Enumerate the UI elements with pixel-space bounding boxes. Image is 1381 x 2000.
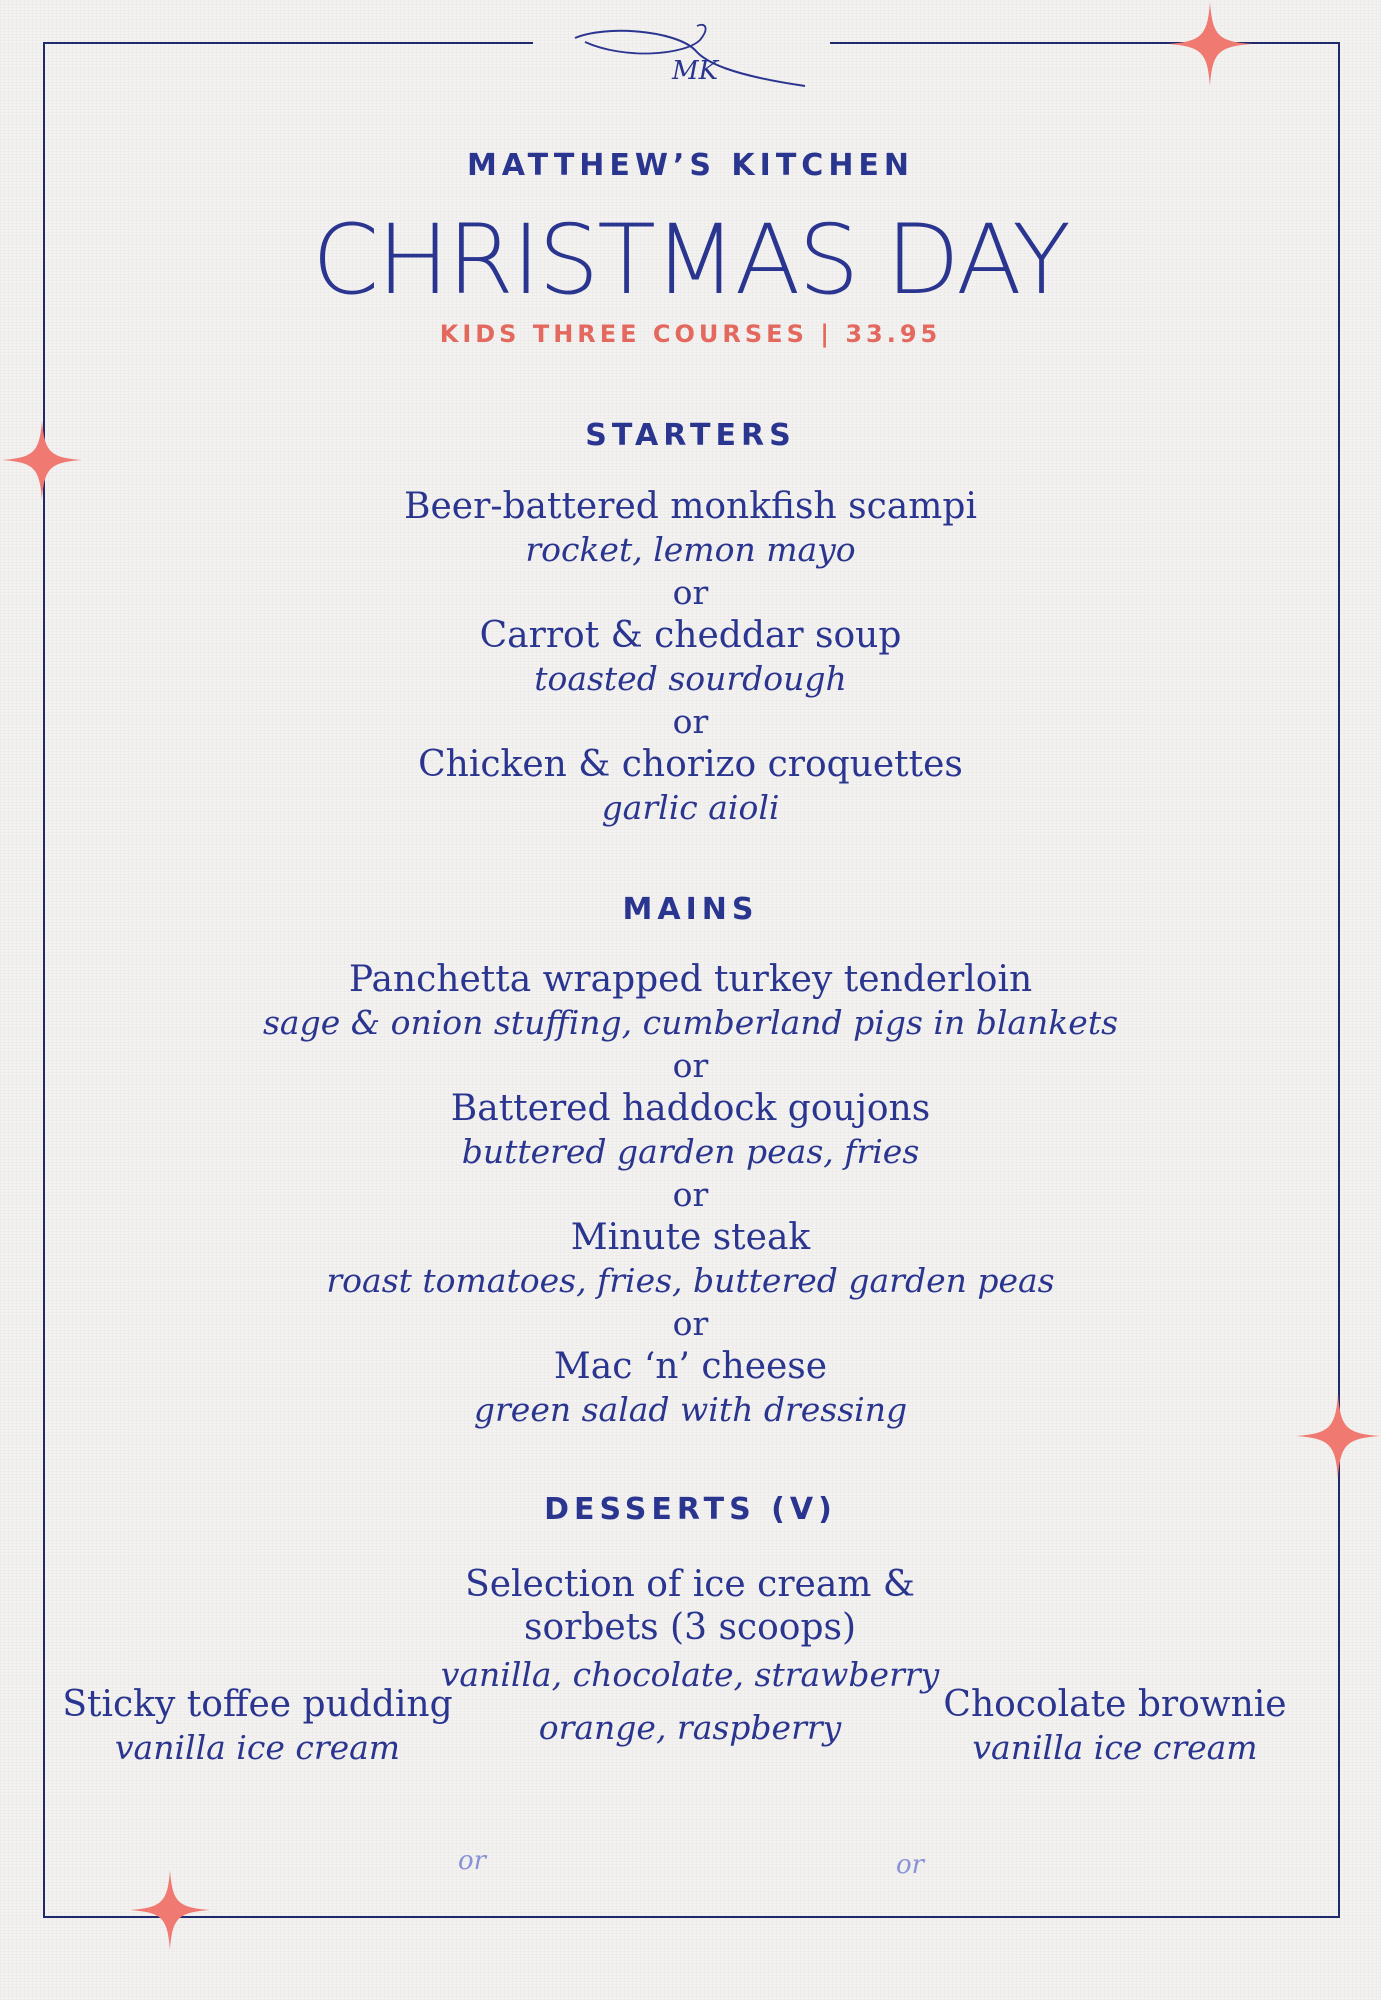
menu-subtitle: KIDS THREE COURSES | 33.95 — [439, 320, 942, 348]
menu-item-name: Beer-battered monkfish scampi — [404, 486, 977, 527]
menu-item-desc: green salad with dressing — [473, 1390, 908, 1429]
or-separator-faint: or — [896, 1850, 925, 1880]
mains-list — [0, 958, 1381, 1431]
or-separator: or — [672, 1046, 709, 1085]
menu-item-name: Chocolate brownie — [943, 1684, 1287, 1725]
or-separator: or — [672, 573, 709, 612]
or-separator: or — [672, 1304, 709, 1343]
dessert-item-sticky-toffee — [60, 1683, 455, 1769]
section-heading-starters: STARTERS — [585, 418, 796, 453]
menu-item-desc: roast tomatoes, fries, buttered garden peas — [326, 1261, 1055, 1300]
starters-list — [0, 485, 1381, 829]
frame-bottom — [43, 1916, 1340, 1918]
menu-item-desc: garlic aioli — [601, 788, 780, 827]
menu-item-desc: toasted sourdough — [534, 659, 847, 698]
dessert-item-ice-cream — [440, 1563, 940, 1749]
menu-item-name: Sticky toffee pudding — [62, 1684, 453, 1725]
logo — [565, 20, 815, 100]
menu-item-name: sorbets (3 scoops) — [523, 1607, 857, 1648]
menu-item-desc: sage & onion stuffing, cumberland pigs in blankets — [262, 1003, 1119, 1042]
menu-item-desc: vanilla ice cream — [972, 1728, 1258, 1767]
section-heading-mains: MAINS — [622, 892, 759, 927]
menu-item-desc: buttered garden peas, fries — [461, 1132, 920, 1171]
frame-top-right — [830, 42, 1340, 44]
menu-item-name: Battered haddock goujons — [450, 1088, 931, 1129]
or-separator-faint: or — [458, 1846, 487, 1876]
dessert-item-brownie — [930, 1683, 1300, 1769]
menu-item-desc: rocket, lemon mayo — [525, 530, 856, 569]
menu-item-name: Chicken & chorizo croquettes — [418, 744, 963, 785]
menu-item-name: Panchetta wrapped turkey tenderloin — [348, 959, 1033, 1000]
menu-item-desc: vanilla ice cream — [114, 1728, 401, 1767]
menu-item-name: Minute steak — [570, 1217, 811, 1258]
menu-item-desc: vanilla, chocolate, strawberry — [440, 1655, 940, 1694]
logo-monogram: MK — [671, 56, 719, 86]
menu-item-name: Selection of ice cream & — [465, 1564, 915, 1605]
restaurant-name: MATTHEW’S KITCHEN — [466, 148, 915, 183]
menu-item-desc: orange, raspberry — [538, 1708, 842, 1747]
frame-top-left — [43, 42, 533, 44]
sparkle-icon — [130, 1870, 210, 1950]
sparkle-icon — [1168, 2, 1252, 86]
or-separator: or — [672, 1175, 709, 1214]
menu-item-name: Carrot & cheddar soup — [479, 615, 902, 656]
section-heading-desserts: DESSERTS (V) — [544, 1492, 837, 1527]
page-title: CHRISTMAS DAY — [312, 204, 1069, 316]
menu-item-name: Mac ‘n’ cheese — [553, 1346, 828, 1387]
or-separator: or — [672, 702, 709, 741]
